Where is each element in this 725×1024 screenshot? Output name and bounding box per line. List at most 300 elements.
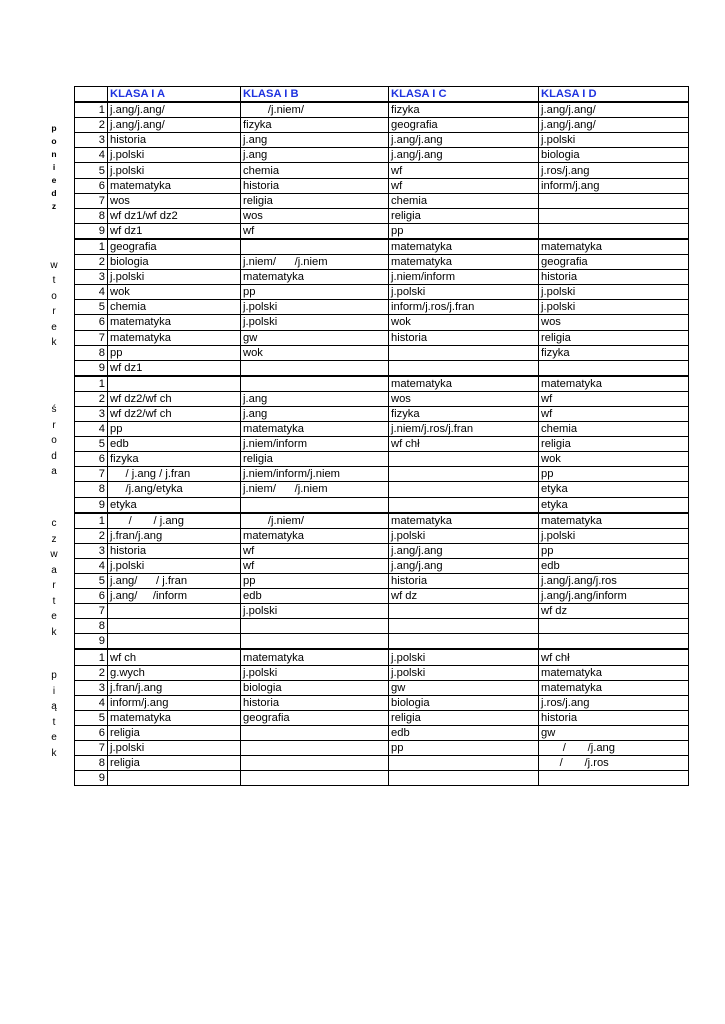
day-label-letter: t — [52, 275, 56, 287]
table-row — [75, 589, 689, 604]
cell-klasa-ia: etyka — [108, 497, 241, 513]
table-row — [75, 513, 689, 529]
cell-klasa-ib: j.ang — [241, 148, 389, 163]
cell-klasa-ia: j.fran/j.ang — [108, 528, 241, 543]
cell-klasa-ic: historia — [389, 574, 539, 589]
cell-klasa-ib: j.ang — [241, 133, 389, 148]
day-label-letter: r — [52, 306, 56, 318]
cell-klasa-id: j.ang/j.ang/inform — [539, 589, 689, 604]
cell-klasa-id — [539, 208, 689, 223]
cell-klasa-ia: wf dz2/wf ch — [108, 406, 241, 421]
cell-klasa-id: edb — [539, 558, 689, 573]
cell-klasa-ib — [241, 376, 389, 392]
cell-klasa-ic — [389, 482, 539, 497]
cell-klasa-ib: j.polski — [241, 604, 389, 619]
cell-klasa-ib: j.polski — [241, 315, 389, 330]
table-row — [75, 285, 689, 300]
cell-klasa-ib: religia — [241, 452, 389, 467]
cell-klasa-id: inform/j.ang — [539, 178, 689, 193]
cell-klasa-id — [539, 634, 689, 650]
day-label-letter: e — [51, 611, 57, 623]
cell-klasa-id: j.polski — [539, 300, 689, 315]
table-row — [75, 239, 689, 255]
lesson-number: 7 — [75, 604, 108, 619]
day-label-letter: r — [52, 419, 56, 431]
day-label-letter: i — [52, 685, 56, 697]
cell-klasa-id: matematyka — [539, 513, 689, 529]
day-label-letter: z — [51, 201, 57, 212]
header-row — [75, 87, 689, 103]
cell-klasa-ib: historia — [241, 178, 389, 193]
cell-klasa-ia — [108, 771, 241, 786]
day-label-czwartek — [46, 516, 62, 640]
table-row — [75, 725, 689, 740]
lesson-number: 7 — [75, 193, 108, 208]
table-row — [75, 422, 689, 437]
cell-klasa-ib: j.niem/inform/j.niem — [241, 467, 389, 482]
table-row — [75, 771, 689, 786]
cell-klasa-ib: j.polski — [241, 665, 389, 680]
lesson-number: 5 — [75, 300, 108, 315]
day-label-letter: e — [51, 732, 57, 744]
day-label-letter: p — [51, 123, 57, 134]
table-row — [75, 741, 689, 756]
cell-klasa-ib: biologia — [241, 680, 389, 695]
lesson-number: 6 — [75, 315, 108, 330]
cell-klasa-ia — [108, 604, 241, 619]
table-row — [75, 452, 689, 467]
cell-klasa-ib — [241, 756, 389, 771]
table-row — [75, 270, 689, 285]
cell-klasa-ib: j.niem/ /j.niem — [241, 255, 389, 270]
cell-klasa-ic — [389, 452, 539, 467]
cell-klasa-ic: wok — [389, 315, 539, 330]
cell-klasa-ib: /j.niem/ — [241, 513, 389, 529]
cell-klasa-ia: geografia — [108, 239, 241, 255]
lesson-number: 4 — [75, 695, 108, 710]
cell-klasa-ic: wos — [389, 391, 539, 406]
lesson-number: 6 — [75, 452, 108, 467]
cell-klasa-ia: wf dz1/wf dz2 — [108, 208, 241, 223]
day-label-letter: e — [51, 175, 57, 186]
table-row — [75, 193, 689, 208]
cell-klasa-ia: g.wych — [108, 665, 241, 680]
cell-klasa-id: j.ros/j.ang — [539, 695, 689, 710]
cell-klasa-ia: /j.ang/etyka — [108, 482, 241, 497]
cell-klasa-ic — [389, 756, 539, 771]
cell-klasa-id — [539, 619, 689, 634]
table-row — [75, 634, 689, 650]
cell-klasa-id: wf chł — [539, 649, 689, 665]
cell-klasa-ic: wf — [389, 163, 539, 178]
cell-klasa-ib: matematyka — [241, 528, 389, 543]
table-row — [75, 133, 689, 148]
header-number — [75, 87, 108, 103]
cell-klasa-id: etyka — [539, 482, 689, 497]
cell-klasa-ic: chemia — [389, 193, 539, 208]
cell-klasa-ia: j.polski — [108, 741, 241, 756]
table-row — [75, 528, 689, 543]
table-row — [75, 665, 689, 680]
cell-klasa-ia: matematyka — [108, 315, 241, 330]
cell-klasa-ic: j.polski — [389, 649, 539, 665]
day-label-letter: c — [51, 518, 57, 530]
table-row — [75, 680, 689, 695]
cell-klasa-ic: matematyka — [389, 513, 539, 529]
cell-klasa-ib: matematyka — [241, 270, 389, 285]
cell-klasa-ic — [389, 604, 539, 619]
lesson-number: 7 — [75, 330, 108, 345]
cell-klasa-ia: j.fran/j.ang — [108, 680, 241, 695]
cell-klasa-ic: historia — [389, 330, 539, 345]
cell-klasa-ic: wf — [389, 178, 539, 193]
cell-klasa-ic: wf dz — [389, 589, 539, 604]
cell-klasa-ia: j.polski — [108, 148, 241, 163]
cell-klasa-ia: religia — [108, 756, 241, 771]
cell-klasa-id: religia — [539, 330, 689, 345]
cell-klasa-ib: matematyka — [241, 422, 389, 437]
cell-klasa-ic: religia — [389, 208, 539, 223]
lesson-number: 5 — [75, 437, 108, 452]
cell-klasa-ib: religia — [241, 193, 389, 208]
day-label-letter: w — [50, 259, 58, 271]
lesson-number: 2 — [75, 665, 108, 680]
cell-klasa-ib: edb — [241, 589, 389, 604]
cell-klasa-ic: gw — [389, 680, 539, 695]
day-label-letter: k — [51, 747, 57, 759]
cell-klasa-ic: pp — [389, 741, 539, 756]
cell-klasa-ic: j.polski — [389, 665, 539, 680]
lesson-number: 6 — [75, 589, 108, 604]
cell-klasa-id: chemia — [539, 422, 689, 437]
table-row — [75, 604, 689, 619]
cell-klasa-ia: religia — [108, 725, 241, 740]
day-label-letter: t — [52, 716, 56, 728]
lesson-number: 1 — [75, 649, 108, 665]
cell-klasa-id: / /j.ros — [539, 756, 689, 771]
lesson-number: 2 — [75, 255, 108, 270]
day-label-letter: i — [52, 162, 56, 173]
cell-klasa-id: fizyka — [539, 345, 689, 360]
cell-klasa-id: j.ang/j.ang/ — [539, 102, 689, 118]
day-label-letter: n — [51, 149, 57, 160]
table-row — [75, 406, 689, 421]
cell-klasa-id: j.polski — [539, 285, 689, 300]
table-row — [75, 360, 689, 376]
cell-klasa-ia: chemia — [108, 300, 241, 315]
lesson-number: 8 — [75, 345, 108, 360]
cell-klasa-ic: biologia — [389, 695, 539, 710]
lesson-number: 3 — [75, 406, 108, 421]
cell-klasa-id: matematyka — [539, 680, 689, 695]
cell-klasa-ic: matematyka — [389, 376, 539, 392]
cell-klasa-ia: wf dz1 — [108, 360, 241, 376]
day-label-letter: a — [51, 466, 57, 478]
lesson-number: 8 — [75, 756, 108, 771]
cell-klasa-ia: / j.ang / j.fran — [108, 467, 241, 482]
table-row — [75, 710, 689, 725]
lesson-number: 3 — [75, 680, 108, 695]
table-row — [75, 756, 689, 771]
cell-klasa-ib: chemia — [241, 163, 389, 178]
table-row — [75, 208, 689, 223]
cell-klasa-ic: fizyka — [389, 406, 539, 421]
lesson-number: 9 — [75, 634, 108, 650]
day-label-letter: e — [51, 321, 57, 333]
cell-klasa-ic: j.polski — [389, 285, 539, 300]
cell-klasa-id: pp — [539, 467, 689, 482]
day-label-poniedzialek — [46, 122, 62, 213]
lesson-number: 3 — [75, 543, 108, 558]
lesson-number: 9 — [75, 360, 108, 376]
table-row — [75, 118, 689, 133]
lesson-number: 5 — [75, 710, 108, 725]
day-label-letter: ą — [51, 701, 57, 713]
cell-klasa-ia: j.ang/j.ang/ — [108, 118, 241, 133]
table-row — [75, 437, 689, 452]
cell-klasa-id: wos — [539, 315, 689, 330]
cell-klasa-ic — [389, 467, 539, 482]
cell-klasa-ib: fizyka — [241, 118, 389, 133]
cell-klasa-ia: matematyka — [108, 178, 241, 193]
lesson-number: 2 — [75, 391, 108, 406]
header-klasa-ic: KLASA I C — [389, 87, 539, 103]
table-row — [75, 497, 689, 513]
day-label-letter: r — [52, 580, 56, 592]
lesson-number: 9 — [75, 223, 108, 239]
day-label-sroda — [46, 402, 62, 480]
day-label-letter: o — [51, 435, 57, 447]
cell-klasa-ia: edb — [108, 437, 241, 452]
cell-klasa-ib: j.niem/ /j.niem — [241, 482, 389, 497]
cell-klasa-id: / /j.ang — [539, 741, 689, 756]
lesson-number: 8 — [75, 208, 108, 223]
cell-klasa-id: j.ros/j.ang — [539, 163, 689, 178]
day-label-letter: z — [51, 533, 57, 545]
table-row — [75, 574, 689, 589]
lesson-number: 3 — [75, 133, 108, 148]
cell-klasa-ic: matematyka — [389, 239, 539, 255]
cell-klasa-ia: wf dz2/wf ch — [108, 391, 241, 406]
lesson-number: 6 — [75, 178, 108, 193]
cell-klasa-ia: j.polski — [108, 270, 241, 285]
lesson-number: 7 — [75, 741, 108, 756]
day-label-letter: a — [51, 564, 57, 576]
table-row — [75, 330, 689, 345]
cell-klasa-ic — [389, 345, 539, 360]
lesson-number: 7 — [75, 467, 108, 482]
cell-klasa-ib — [241, 634, 389, 650]
cell-klasa-ia: j.polski — [108, 163, 241, 178]
cell-klasa-ia: biologia — [108, 255, 241, 270]
lesson-number: 2 — [75, 118, 108, 133]
cell-klasa-ib: j.ang — [241, 391, 389, 406]
lesson-number: 6 — [75, 725, 108, 740]
cell-klasa-ia: j.ang/ / j.fran — [108, 574, 241, 589]
cell-klasa-ia: wos — [108, 193, 241, 208]
table-row — [75, 255, 689, 270]
cell-klasa-id: geografia — [539, 255, 689, 270]
cell-klasa-ic: j.ang/j.ang — [389, 543, 539, 558]
lesson-number: 4 — [75, 148, 108, 163]
cell-klasa-ic: j.ang/j.ang — [389, 558, 539, 573]
cell-klasa-ia: inform/j.ang — [108, 695, 241, 710]
cell-klasa-id — [539, 193, 689, 208]
cell-klasa-ib — [241, 741, 389, 756]
cell-klasa-id: matematyka — [539, 665, 689, 680]
cell-klasa-id: gw — [539, 725, 689, 740]
cell-klasa-id: j.polski — [539, 133, 689, 148]
day-label-letter: o — [51, 136, 57, 147]
cell-klasa-ib: j.ang — [241, 406, 389, 421]
day-label-letter: o — [51, 290, 57, 302]
cell-klasa-id: pp — [539, 543, 689, 558]
cell-klasa-ia — [108, 619, 241, 634]
cell-klasa-ia: / / j.ang — [108, 513, 241, 529]
cell-klasa-ic — [389, 619, 539, 634]
cell-klasa-ic: religia — [389, 710, 539, 725]
cell-klasa-ib: wos — [241, 208, 389, 223]
day-label-letter: w — [50, 549, 58, 561]
header-klasa-ia: KLASA I A — [108, 87, 241, 103]
cell-klasa-ib — [241, 619, 389, 634]
lesson-number: 4 — [75, 422, 108, 437]
lesson-number: 2 — [75, 528, 108, 543]
header-klasa-ib: KLASA I B — [241, 87, 389, 103]
table-row — [75, 376, 689, 392]
lesson-number: 1 — [75, 376, 108, 392]
cell-klasa-ib: j.niem/inform — [241, 437, 389, 452]
cell-klasa-ia: historia — [108, 543, 241, 558]
cell-klasa-ia: fizyka — [108, 452, 241, 467]
lesson-number: 4 — [75, 558, 108, 573]
cell-klasa-ib: matematyka — [241, 649, 389, 665]
table-row — [75, 163, 689, 178]
cell-klasa-ic: fizyka — [389, 102, 539, 118]
cell-klasa-ib: wok — [241, 345, 389, 360]
lesson-number: 4 — [75, 285, 108, 300]
cell-klasa-id — [539, 771, 689, 786]
lesson-number: 5 — [75, 574, 108, 589]
day-label-wtorek — [46, 258, 62, 351]
cell-klasa-ia: wf ch — [108, 649, 241, 665]
cell-klasa-ib: wf — [241, 558, 389, 573]
cell-klasa-ib: j.polski — [241, 300, 389, 315]
cell-klasa-ia — [108, 634, 241, 650]
cell-klasa-id: biologia — [539, 148, 689, 163]
header-klasa-id: KLASA I D — [539, 87, 689, 103]
cell-klasa-id: j.polski — [539, 528, 689, 543]
table-row — [75, 391, 689, 406]
table-row — [75, 467, 689, 482]
cell-klasa-ia: j.ang/ /inform — [108, 589, 241, 604]
table-row — [75, 619, 689, 634]
cell-klasa-ia — [108, 376, 241, 392]
cell-klasa-id — [539, 360, 689, 376]
day-label-letter: ś — [51, 404, 57, 416]
table-row — [75, 315, 689, 330]
cell-klasa-ic: j.ang/j.ang — [389, 133, 539, 148]
cell-klasa-ia: j.ang/j.ang/ — [108, 102, 241, 118]
cell-klasa-ic — [389, 634, 539, 650]
cell-klasa-ib — [241, 725, 389, 740]
cell-klasa-ib: pp — [241, 285, 389, 300]
cell-klasa-id: wf — [539, 391, 689, 406]
table-row — [75, 482, 689, 497]
lesson-number: 9 — [75, 771, 108, 786]
cell-klasa-id: religia — [539, 437, 689, 452]
cell-klasa-id: matematyka — [539, 376, 689, 392]
day-label-letter: p — [51, 670, 57, 682]
lesson-number: 8 — [75, 619, 108, 634]
cell-klasa-ib — [241, 360, 389, 376]
cell-klasa-ia: historia — [108, 133, 241, 148]
cell-klasa-ib: wf — [241, 543, 389, 558]
table-row — [75, 178, 689, 193]
cell-klasa-ic: j.niem/inform — [389, 270, 539, 285]
lesson-number: 9 — [75, 497, 108, 513]
cell-klasa-ia: wok — [108, 285, 241, 300]
timetable — [74, 86, 689, 786]
table-row — [75, 558, 689, 573]
cell-klasa-id: etyka — [539, 497, 689, 513]
cell-klasa-id: wf — [539, 406, 689, 421]
cell-klasa-ic: wf chł — [389, 437, 539, 452]
cell-klasa-ib — [241, 497, 389, 513]
cell-klasa-ic — [389, 497, 539, 513]
cell-klasa-ic: j.polski — [389, 528, 539, 543]
cell-klasa-ia: j.polski — [108, 558, 241, 573]
lesson-number: 1 — [75, 513, 108, 529]
day-label-letter: k — [51, 626, 57, 638]
day-label-letter: d — [51, 188, 57, 199]
cell-klasa-id: matematyka — [539, 239, 689, 255]
cell-klasa-ic: j.niem/j.ros/j.fran — [389, 422, 539, 437]
cell-klasa-ic: geografia — [389, 118, 539, 133]
table-row — [75, 695, 689, 710]
day-label-piatek — [46, 668, 62, 761]
cell-klasa-id: j.ang/j.ang/ — [539, 118, 689, 133]
cell-klasa-ic — [389, 360, 539, 376]
day-label-letter: d — [51, 450, 57, 462]
day-label-letter: t — [52, 595, 56, 607]
cell-klasa-id: j.ang/j.ang/j.ros — [539, 574, 689, 589]
timetable-sheet — [74, 86, 688, 786]
cell-klasa-ia: pp — [108, 345, 241, 360]
lesson-number: 1 — [75, 239, 108, 255]
cell-klasa-ib: pp — [241, 574, 389, 589]
cell-klasa-id: historia — [539, 270, 689, 285]
cell-klasa-ia: wf dz1 — [108, 223, 241, 239]
table-row — [75, 102, 689, 118]
cell-klasa-ib: historia — [241, 695, 389, 710]
cell-klasa-ia: pp — [108, 422, 241, 437]
cell-klasa-ic — [389, 771, 539, 786]
cell-klasa-ic: edb — [389, 725, 539, 740]
cell-klasa-id: historia — [539, 710, 689, 725]
cell-klasa-ib: geografia — [241, 710, 389, 725]
cell-klasa-ib: /j.niem/ — [241, 102, 389, 118]
lesson-number: 3 — [75, 270, 108, 285]
cell-klasa-id: wf dz — [539, 604, 689, 619]
table-row — [75, 300, 689, 315]
cell-klasa-ic: matematyka — [389, 255, 539, 270]
cell-klasa-ia: matematyka — [108, 710, 241, 725]
table-row — [75, 649, 689, 665]
cell-klasa-ia: matematyka — [108, 330, 241, 345]
table-row — [75, 543, 689, 558]
table-row — [75, 345, 689, 360]
